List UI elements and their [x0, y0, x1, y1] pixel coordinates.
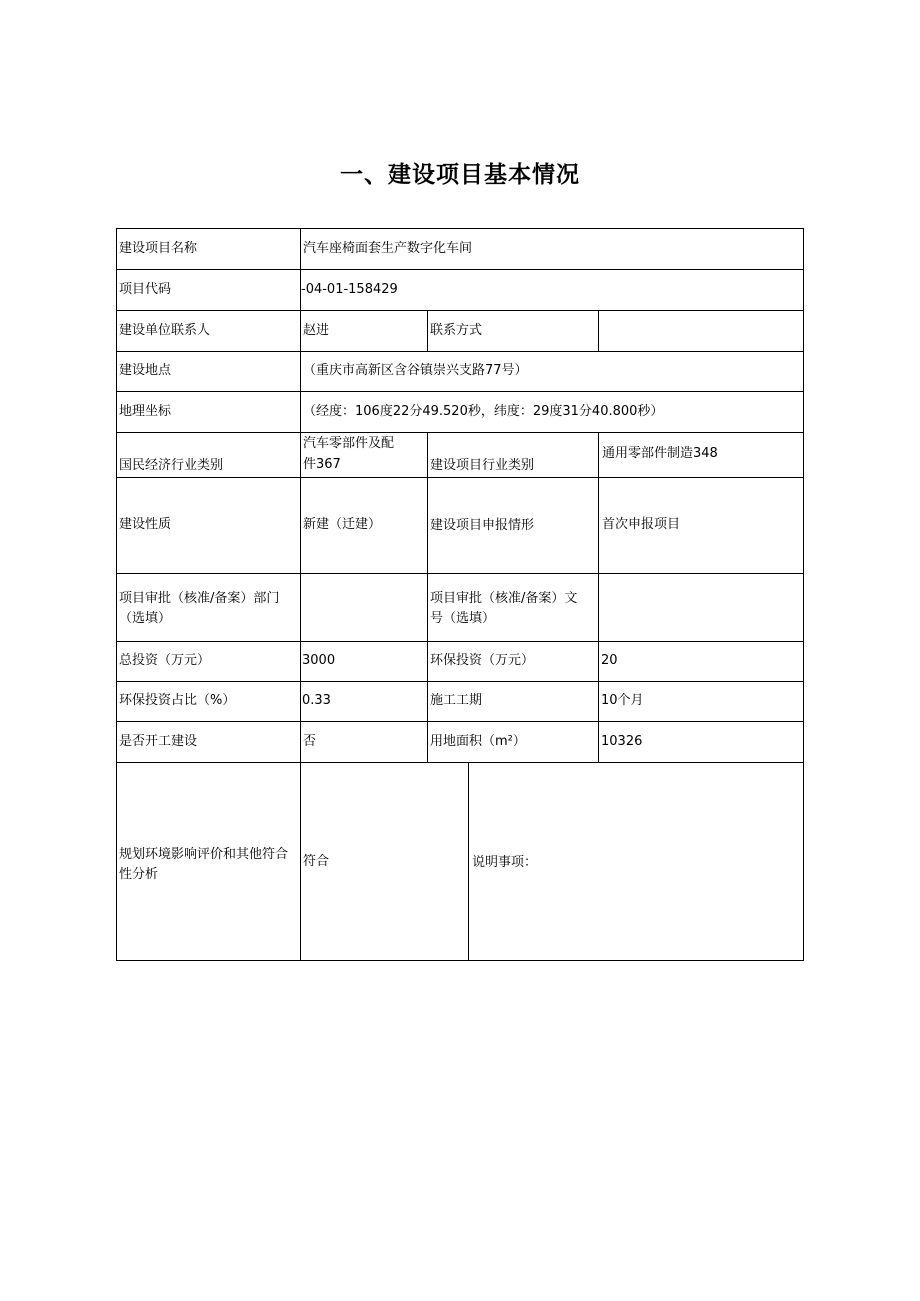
- started-label: 是否开工建设: [119, 734, 198, 749]
- nature-label: 建设性质: [119, 517, 172, 532]
- total-investment-value: 3000: [302, 653, 336, 668]
- coordinates-value: （经度：106度22分49.520秒，纬度：29度31分40.800秒）: [303, 404, 664, 419]
- declaration-value: 首次申报项目: [602, 517, 681, 532]
- construction-period-label: 施工工期: [430, 693, 483, 708]
- nature-value: 新建（迁建）: [303, 517, 382, 532]
- land-area-value: 10326: [601, 734, 643, 749]
- approval-dept-label-line1: 项目审批（核准/备案）部门: [119, 591, 280, 606]
- notes-label: 说明事项：: [472, 855, 538, 870]
- location-value: （重庆市高新区含谷镇崇兴支路77号）: [303, 363, 528, 378]
- approval-dept-label-line2: （选填）: [119, 611, 172, 626]
- coordinates-label: 地理坐标: [119, 404, 172, 419]
- project-code-value: -04-01-158429: [301, 282, 398, 297]
- construction-period-value: 10个月: [601, 693, 644, 708]
- env-investment-value: 20: [601, 653, 618, 668]
- env-ratio-label: 环保投资占比（%）: [119, 693, 236, 708]
- approval-doc-label-line1: 项目审批（核准/备案）文: [430, 591, 578, 606]
- national-industry-value-line2: 件367: [303, 457, 341, 472]
- started-value: 否: [303, 734, 317, 749]
- planning-value: 符合: [303, 854, 330, 869]
- location-label: 建设地点: [119, 363, 172, 378]
- total-investment-label: 总投资（万元）: [119, 653, 211, 668]
- contact-person-value: 赵进: [303, 323, 330, 338]
- project-name-value: 汽车座椅面套生产数字化车间: [303, 241, 473, 256]
- national-industry-label: 国民经济行业类别: [119, 458, 224, 473]
- project-name-label: 建设项目名称: [119, 241, 198, 256]
- declaration-label: 建设项目申报情形: [430, 518, 535, 533]
- project-code-label: 项目代码: [119, 282, 172, 297]
- project-industry-value: 通用零部件制造348: [602, 446, 718, 461]
- contact-method-label: 联系方式: [430, 323, 483, 338]
- approval-doc-label-line2: 号（选填）: [430, 611, 496, 626]
- env-investment-label: 环保投资（万元）: [430, 653, 535, 668]
- env-ratio-value: 0.33: [302, 693, 331, 708]
- land-area-label: 用地面积（m²）: [430, 734, 526, 749]
- national-industry-value-line1: 汽车零部件及配: [303, 436, 395, 451]
- project-industry-label: 建设项目行业类别: [430, 458, 535, 473]
- planning-label-line1: 规划环境影响评价和其他符合: [119, 847, 289, 862]
- planning-label-line2: 性分析: [119, 867, 159, 882]
- contact-person-label: 建设单位联系人: [119, 323, 211, 338]
- page-title: 一、建设项目基本情况: [340, 162, 580, 188]
